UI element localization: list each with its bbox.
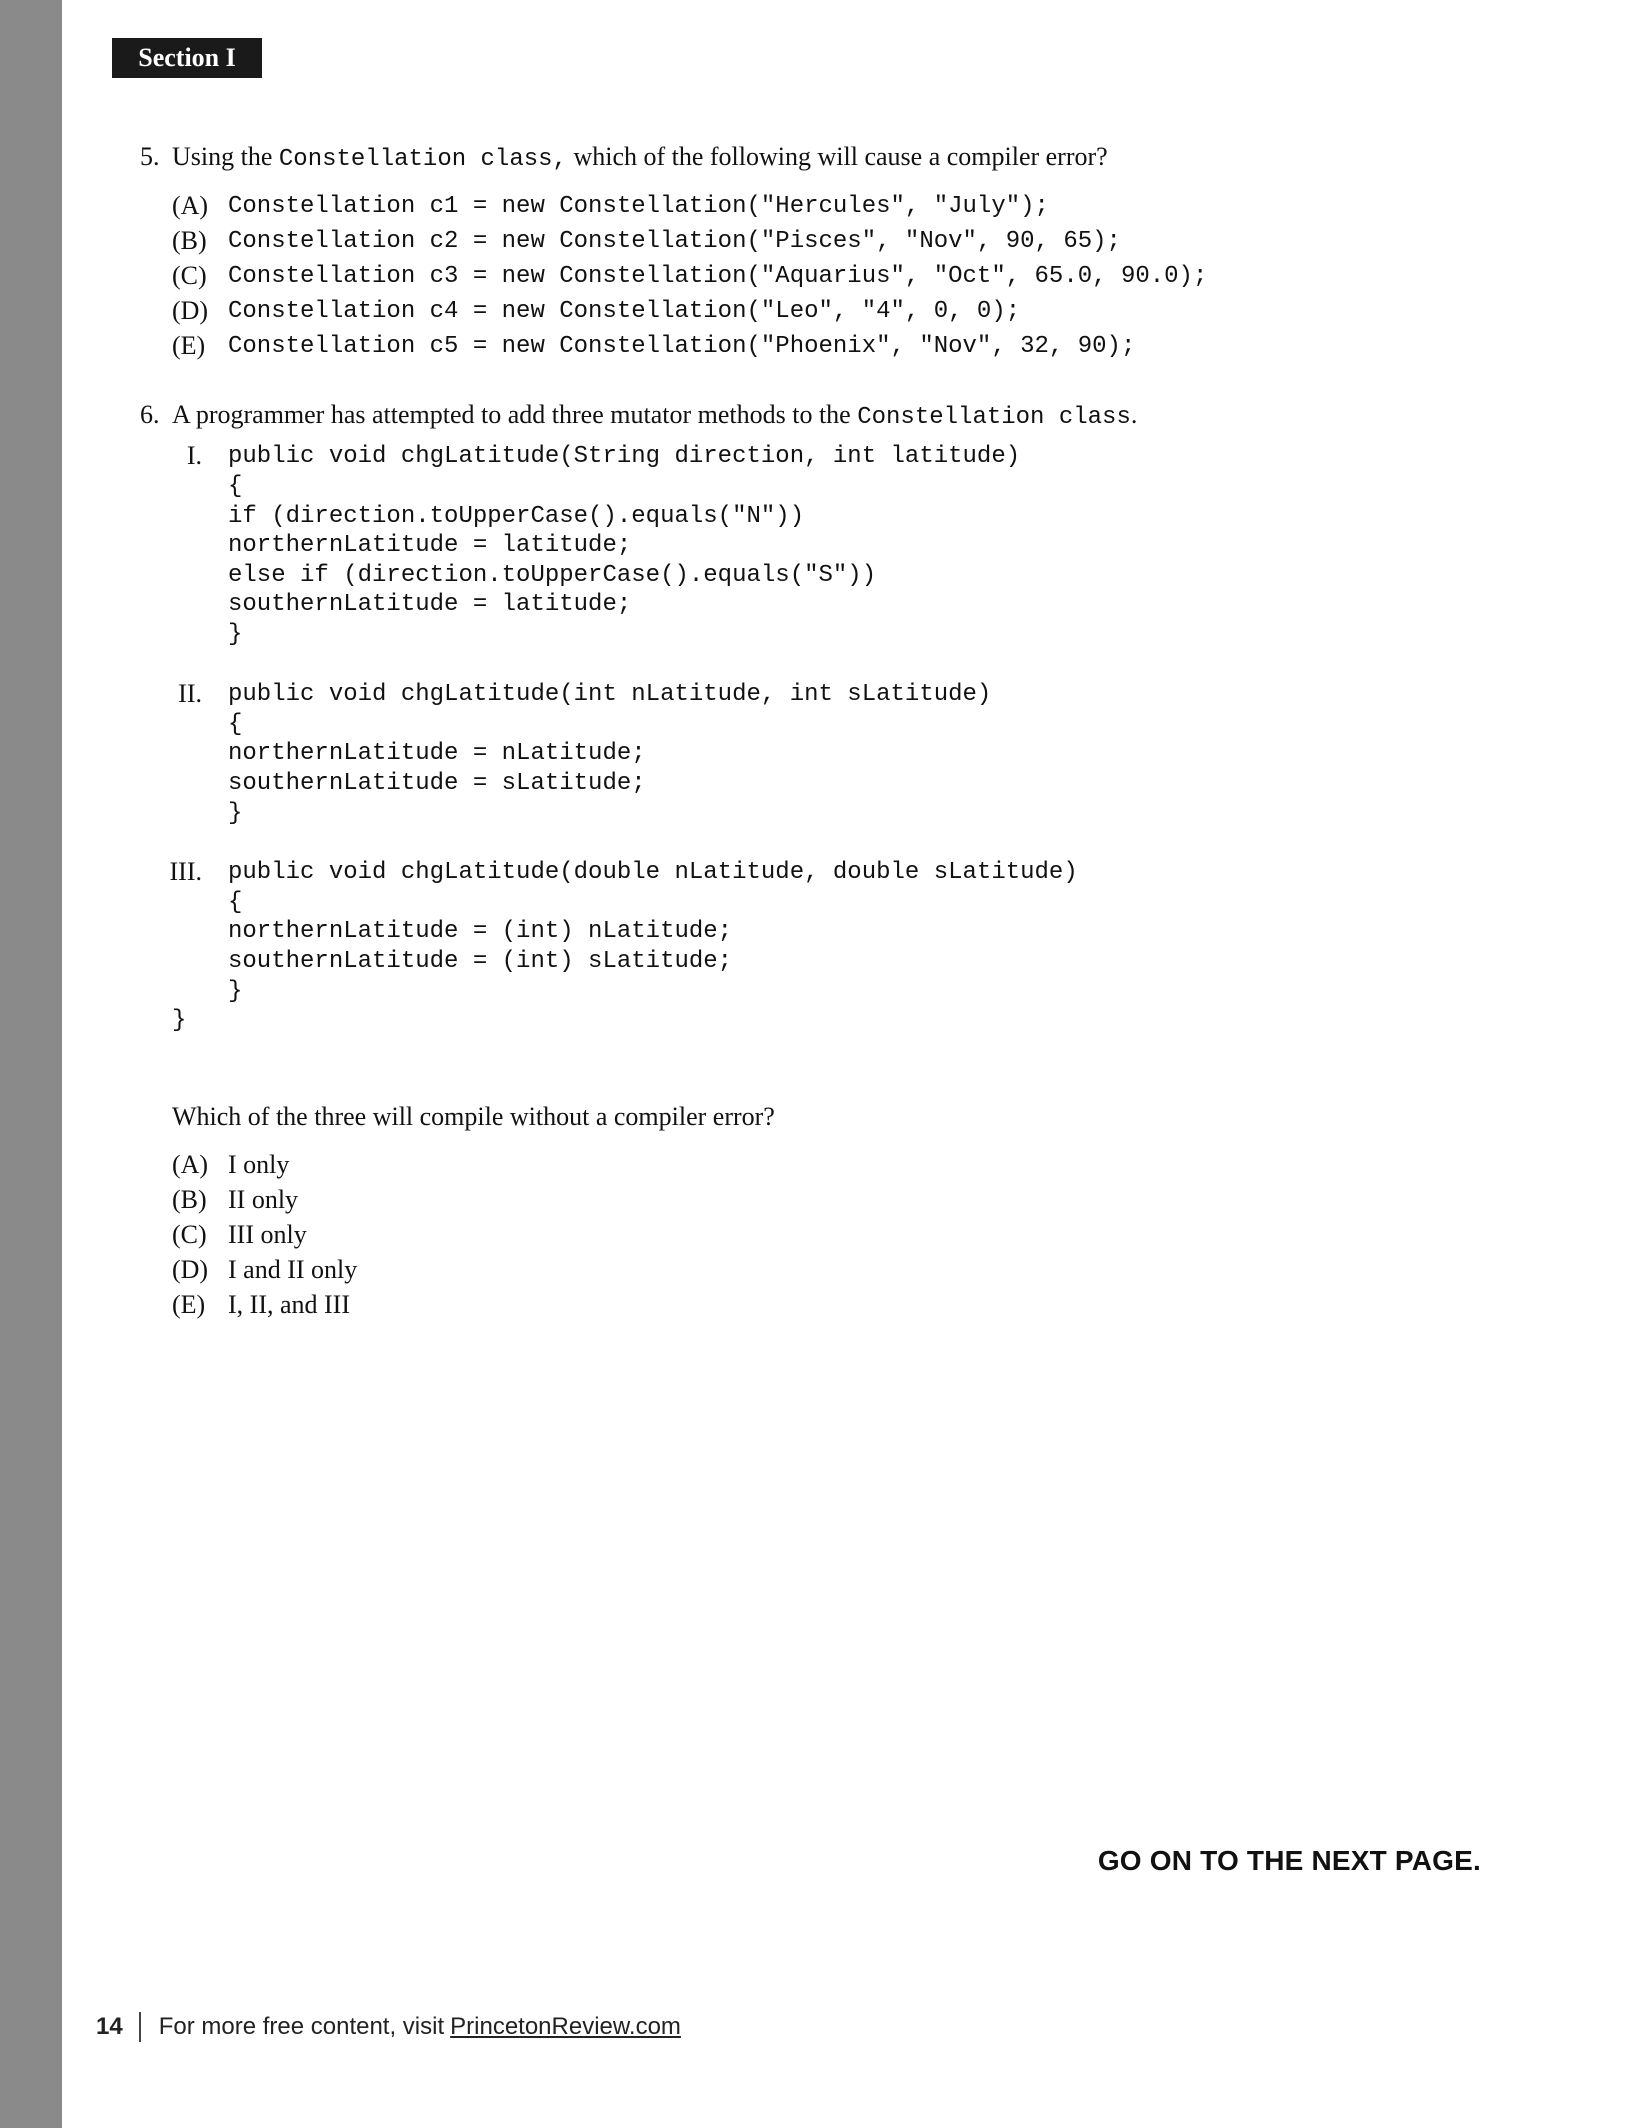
method-1-line-1: public void chgLatitude(String direction, int latitude) — [228, 443, 1021, 470]
q6-option-d-text: I and II only — [228, 1255, 358, 1284]
q6-option-a-text: I only — [228, 1150, 290, 1179]
q5-option-e-code: Constellation c5 = new Constellation("Phoenix", "Nov", 32, 90); — [228, 333, 1136, 360]
method-3-line-5: } — [228, 978, 243, 1005]
question-6-stem — [172, 400, 1137, 431]
q6-option-b-text: II only — [228, 1185, 299, 1214]
question-6-stem-text-post: . — [1130, 400, 1138, 429]
question-6-stem-text-pre: A programmer has attempted to add three mutator methods to the — [172, 400, 858, 429]
page-number: 14 — [96, 2013, 123, 2040]
method-2-label: II. — [178, 679, 202, 708]
q6-option-e-letter: (E) — [172, 1290, 206, 1319]
q6-option-e-text: I, II, and III — [228, 1290, 350, 1319]
q5-option-c-letter: (C) — [172, 261, 207, 290]
closing-brace: } — [172, 1007, 187, 1034]
question-6-number: 6. — [140, 400, 160, 429]
q5-option-d-letter: (D) — [172, 296, 209, 325]
method-2-line-2: { — [228, 711, 243, 738]
q5-option-e-letter: (E) — [172, 331, 206, 360]
method-3-line-2: { — [228, 889, 243, 916]
q5-option-d-code: Constellation c4 = new Constellation("Leo", "4", 0, 0); — [228, 298, 1021, 325]
q5-option-b-code: Constellation c2 = new Constellation("Pisces", "Nov", 90, 65); — [228, 228, 1121, 255]
method-3-line-1: public void chgLatitude(double nLatitude, double sLatitude) — [228, 859, 1078, 886]
question-5-stem-text-post: which of the following will cause a compiler error? — [566, 142, 1108, 171]
method-2-line-3: northernLatitude = nLatitude; — [228, 740, 646, 767]
question-6-prompt: Which of the three will compile without a compiler error? — [172, 1102, 775, 1131]
method-2-line-5: } — [228, 800, 243, 827]
q6-option-d-letter: (D) — [172, 1255, 209, 1284]
method-1-label: I. — [186, 441, 202, 470]
question-6-stem-code: Constellation class — [857, 404, 1131, 431]
footer-link[interactable]: PrincetonReview.com — [450, 2013, 681, 2040]
question-5-stem — [172, 142, 1108, 173]
method-1-line-6: southernLatitude = latitude; — [228, 591, 632, 618]
method-3-line-4: southernLatitude = (int) sLatitude; — [228, 948, 733, 975]
method-3-label: III. — [169, 857, 202, 886]
method-1-line-7: } — [228, 621, 243, 648]
question-5-number: 5. — [140, 142, 160, 171]
q6-option-a-letter: (A) — [172, 1150, 209, 1179]
footer-text: For more free content, visit — [158, 2013, 445, 2040]
method-2-line-4: southernLatitude = sLatitude; — [228, 770, 646, 797]
method-1-line-3: if (direction.toUpperCase().equals("N")) — [228, 503, 805, 530]
method-3-line-3: northernLatitude = (int) nLatitude; — [228, 918, 733, 945]
q5-option-b-letter: (B) — [172, 226, 207, 255]
q6-option-c-letter: (C) — [172, 1220, 207, 1249]
q5-option-c-code: Constellation c3 = new Constellation("Aquarius", "Oct", 65.0, 90.0); — [228, 263, 1208, 290]
q6-option-b-letter: (B) — [172, 1185, 207, 1214]
footer-divider — [139, 2012, 141, 2042]
page-gutter-bar — [0, 0, 62, 2128]
method-1-line-4: northernLatitude = latitude; — [228, 532, 632, 559]
question-5-stem-code: Constellation class, — [278, 146, 567, 173]
method-2-line-1: public void chgLatitude(int nLatitude, int sLatitude) — [228, 681, 992, 708]
section-label: Section I — [112, 38, 262, 78]
q5-option-a-letter: (A) — [172, 191, 209, 220]
go-on-notice: GO ON TO THE NEXT PAGE. — [1097, 1845, 1481, 1876]
method-1-line-2: { — [228, 473, 243, 500]
q5-option-a-code: Constellation c1 = new Constellation("Hercules", "July"); — [228, 193, 1049, 220]
q6-option-c-text: III only — [228, 1220, 307, 1249]
page-footer — [96, 2012, 681, 2042]
method-1-line-5: else if (direction.toUpperCase().equals("S")) — [228, 562, 877, 589]
question-5-stem-text-pre: Using the — [172, 142, 279, 171]
